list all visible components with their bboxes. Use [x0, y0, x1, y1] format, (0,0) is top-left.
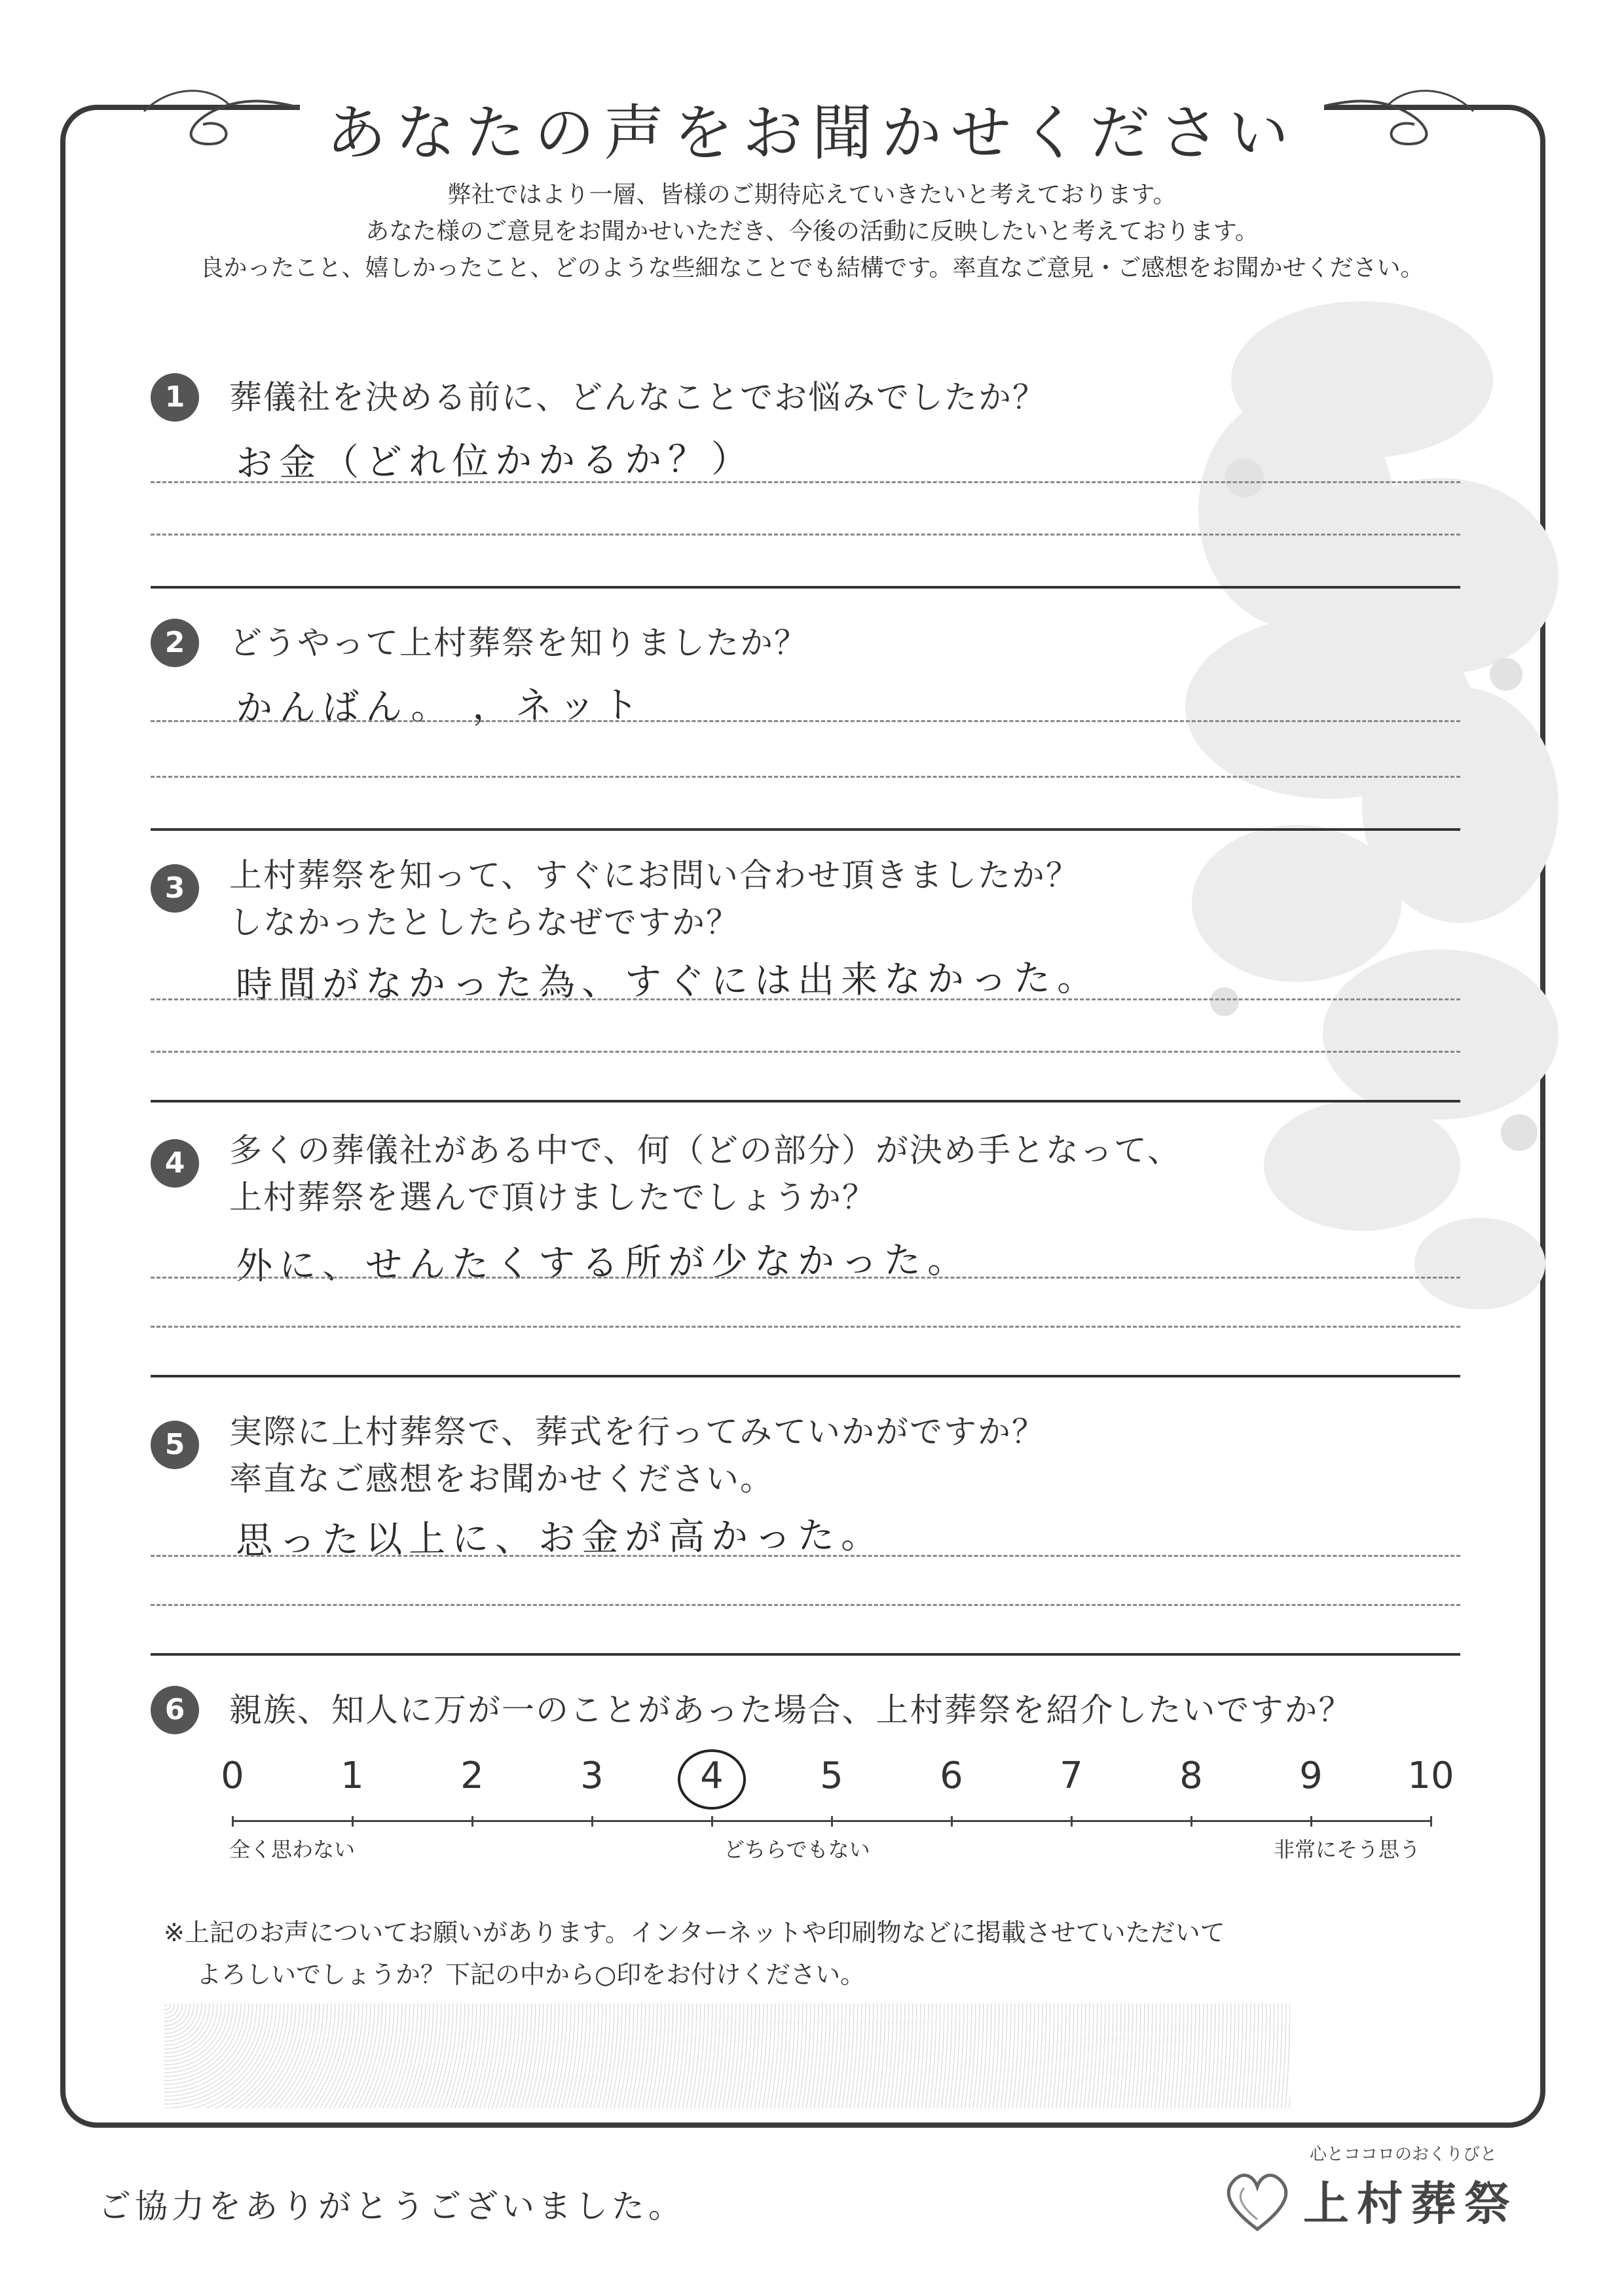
- answer-line: [151, 1555, 1460, 1557]
- question-number: 1: [151, 373, 199, 422]
- scale-tick: [831, 1816, 833, 1827]
- flower-decoration-icon: [1166, 282, 1559, 1329]
- question-text: 上村葬祭を知って、すぐにお問い合わせ頂きましたか？: [229, 856, 1080, 894]
- answer-line: [151, 776, 1460, 778]
- intro-line: 弊社ではより一層、皆様のご期待応えていきたいと考えております。: [447, 181, 1177, 208]
- answer-line: [151, 1326, 1460, 1328]
- scale-tick: [471, 1816, 473, 1827]
- scale-number-0[interactable]: 0: [221, 1755, 244, 1797]
- scale-label-low: 全く思わない: [229, 1837, 356, 1862]
- question-number: 2: [151, 619, 199, 667]
- scanned-noise-area: [164, 2003, 1290, 2108]
- question-number: 5: [151, 1421, 199, 1469]
- permission-note: [164, 1912, 1225, 1995]
- answer-5[interactable]: 思った以上に、お金が高かった。: [235, 1514, 885, 1563]
- section-divider: [151, 828, 1460, 831]
- intro-line: 良かったこと、嬉しかったこと、どのような些細なことでも結構です。率直なご意見・ご感想をお聞かせください。: [200, 255, 1424, 282]
- section-divider: [151, 586, 1460, 589]
- scale-number-8[interactable]: 8: [1179, 1755, 1203, 1797]
- logo-tagline: 心とココロのおくりびと: [1310, 2145, 1498, 2164]
- answer-2[interactable]: かんばん。 ，ネット: [235, 683, 646, 730]
- scale-number-3[interactable]: 3: [580, 1755, 604, 1797]
- section-divider: [151, 1100, 1460, 1102]
- scale-label-high: 非常にそう思う: [1274, 1837, 1421, 1862]
- section-divider: [151, 1653, 1460, 1656]
- rating-scale: [196, 1755, 1473, 1886]
- answer-1[interactable]: お金（どれ位かかるか？）: [235, 437, 755, 485]
- intro-text: [98, 177, 1526, 287]
- scale-tick: [352, 1816, 354, 1827]
- answer-4[interactable]: 外に、せんたくする所が少なかった。: [235, 1239, 971, 1288]
- question-text: 多くの葬儀社がある中で、何（どの部分）が決め手となって、: [229, 1131, 1181, 1169]
- scale-tick: [232, 1816, 234, 1827]
- scale-tick: [1310, 1816, 1312, 1827]
- scale-tick: [1430, 1816, 1432, 1827]
- company-logo: [1218, 2141, 1526, 2265]
- question-number: 3: [151, 864, 199, 913]
- scale-number-7[interactable]: 7: [1060, 1755, 1083, 1797]
- answer-line: [151, 1604, 1460, 1606]
- scale-tick: [711, 1816, 713, 1827]
- note-line: よろしいでしょうか？下記の中から○印をお付けください。: [196, 1960, 866, 1989]
- scale-number-10[interactable]: 10: [1407, 1755, 1454, 1797]
- scale-label-mid: どちらでもない: [724, 1837, 870, 1862]
- scale-tick: [951, 1816, 953, 1827]
- question-text: しなかったとしたらなぜですか？: [229, 903, 740, 941]
- page-title: あなたの声をお聞かせください: [300, 85, 1324, 172]
- question-text: 率直なご感想をお聞かせください。: [229, 1460, 774, 1498]
- logo-name: 上村葬祭: [1303, 2176, 1518, 2231]
- heart-logo-icon: [1218, 2160, 1297, 2239]
- answer-line: [151, 1277, 1460, 1279]
- question-text: どうやって上村葬祭を知りましたか？: [229, 624, 808, 662]
- thanks-message: ご協力をありがとうございました。: [98, 2187, 685, 2225]
- scale-tick: [591, 1816, 593, 1827]
- scale-number-9[interactable]: 9: [1299, 1755, 1323, 1797]
- section-divider: [151, 1375, 1460, 1377]
- scale-number-6[interactable]: 6: [940, 1755, 963, 1797]
- note-line: ※上記のお声についてお願いがあります。インターネットや印刷物などに掲載させていただいて: [164, 1918, 1225, 1947]
- title-area: [0, 85, 1624, 172]
- question-text: 上村葬祭を選んで頂けましたでしょうか？: [229, 1178, 876, 1216]
- scale-tick: [1190, 1816, 1192, 1827]
- scale-number-1[interactable]: 1: [341, 1755, 364, 1797]
- scale-number-2[interactable]: 2: [460, 1755, 484, 1797]
- answer-line: [151, 481, 1460, 483]
- answer-line: [151, 998, 1460, 1000]
- answer-line: [151, 720, 1460, 722]
- question-number: 4: [151, 1139, 199, 1188]
- question-text: 親族、知人に万が一のことがあった場合、上村葬祭を紹介したいですか？: [229, 1691, 1353, 1729]
- intro-line: あなた様のご意見をお聞かせいただき、今後の活動に反映したいと考えております。: [365, 218, 1259, 245]
- scale-tick: [1071, 1816, 1073, 1827]
- scale-number-4[interactable]: 4: [700, 1755, 724, 1797]
- answer-line: [151, 534, 1460, 536]
- scale-number-5[interactable]: 5: [820, 1755, 843, 1797]
- answer-line: [151, 1051, 1460, 1053]
- question-number: 6: [151, 1686, 199, 1734]
- answer-3[interactable]: 時間がなかった為、すぐには出来なかった。: [235, 957, 1101, 1007]
- question-text: 葬儀社を決める前に、どんなことでお悩みでしたか？: [229, 378, 1046, 416]
- question-text: 実際に上村葬祭で、葬式を行ってみていかがですか？: [229, 1413, 1046, 1451]
- selected-rating-circle: [678, 1749, 746, 1810]
